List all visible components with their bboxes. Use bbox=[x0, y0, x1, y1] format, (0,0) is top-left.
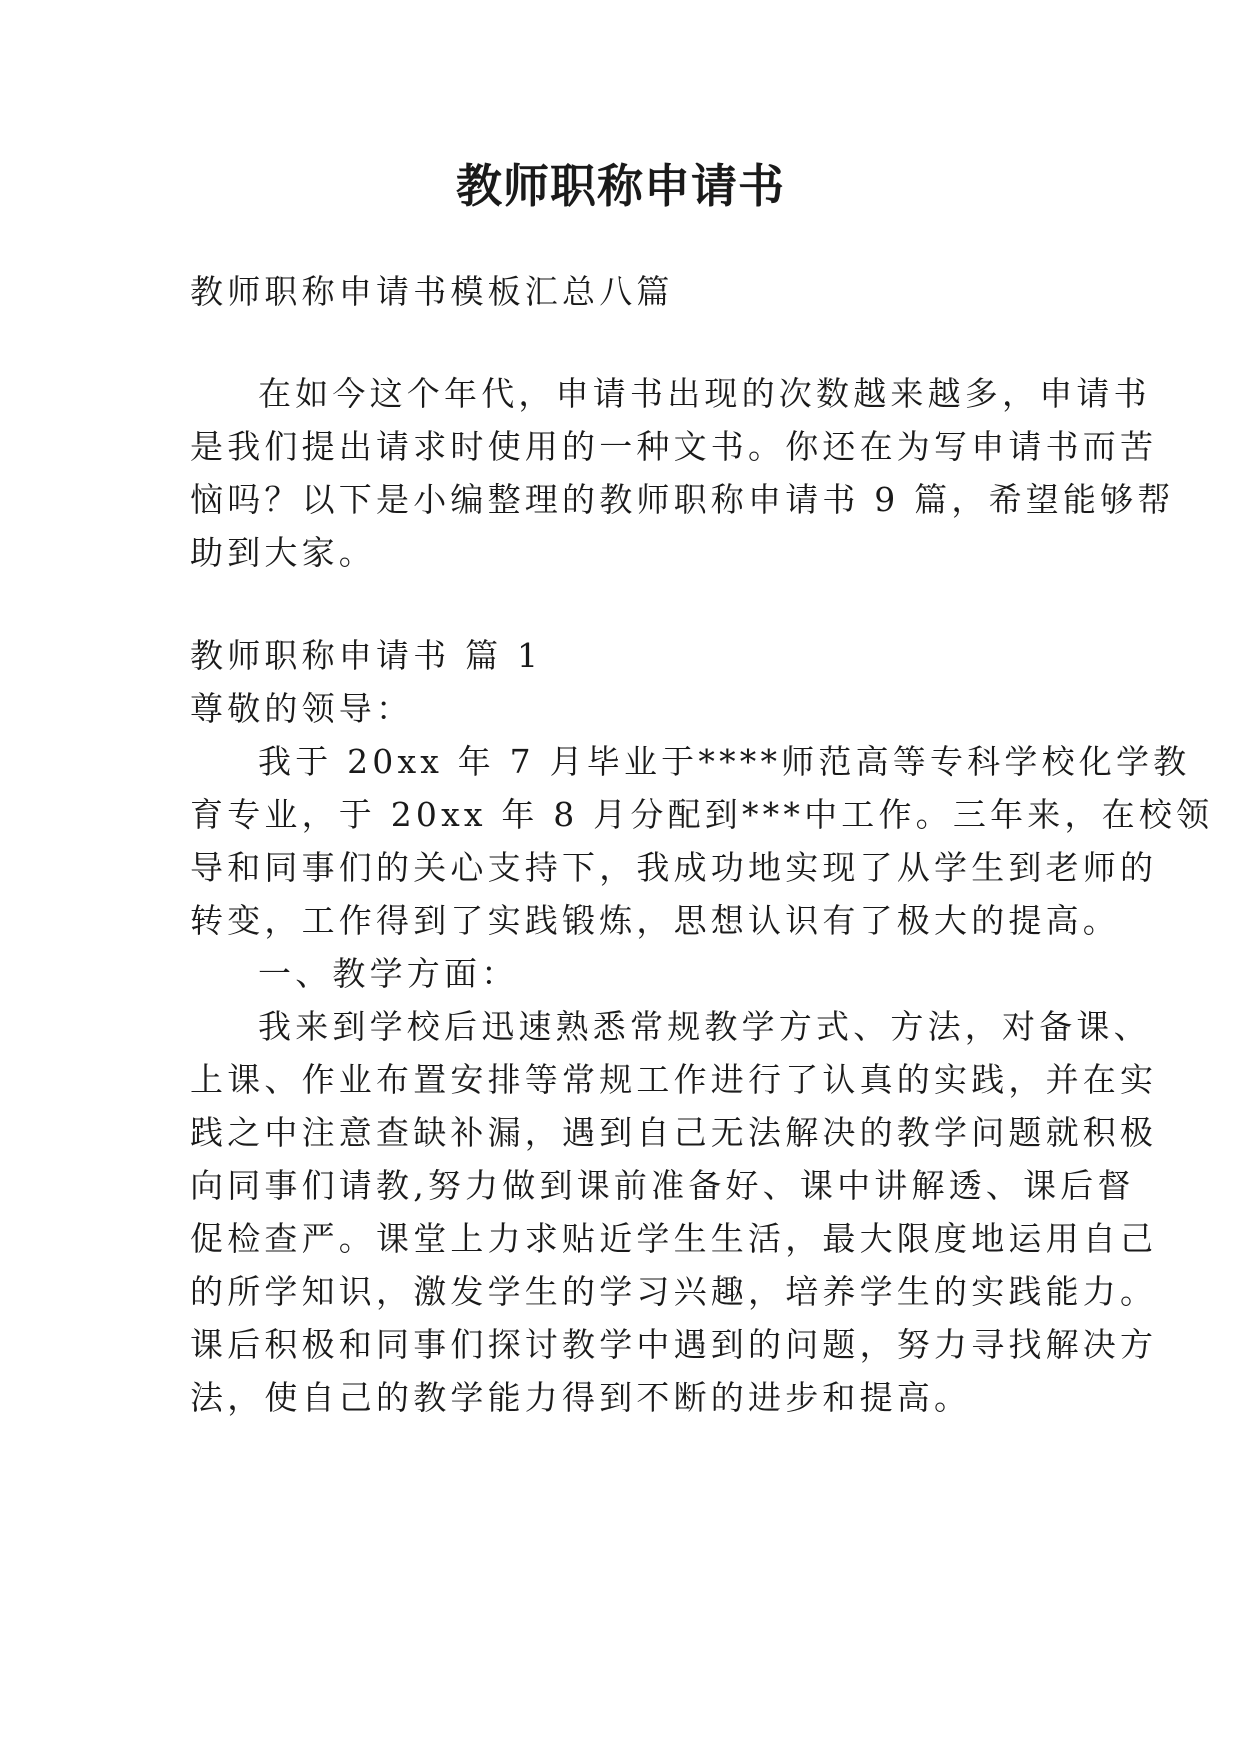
intro-line: 在如今这个年代，申请书出现的次数越来越多，申请书 bbox=[258, 374, 1151, 413]
paragraph-line: 转变，工作得到了实践锻炼，思想认识有了极大的提高。 bbox=[190, 901, 1120, 940]
document-title: 教师职称申请书 bbox=[456, 159, 785, 213]
paragraph-line: 课后积极和同事们探讨教学中遇到的问题，努力寻找解决方 bbox=[190, 1325, 1158, 1364]
salutation: 尊敬的领导： bbox=[190, 689, 414, 728]
document-subtitle: 教师职称申请书模板汇总八篇 bbox=[190, 272, 674, 311]
paragraph-line: 我来到学校后迅速熟悉常规教学方式、方法，对备课、 bbox=[258, 1007, 1151, 1046]
intro-line: 助到大家。 bbox=[190, 533, 376, 572]
paragraph-line: 我于 20xx 年 7 月毕业于****师范高等专科学校化学教 bbox=[258, 742, 1191, 781]
paragraph-line: 向同事们请教,努力做到课前准备好、课中讲解透、课后督 bbox=[190, 1166, 1135, 1205]
section-heading: 教师职称申请书 篇 1 bbox=[190, 636, 543, 675]
paragraph-line: 导和同事们的关心支持下，我成功地实现了从学生到老师的 bbox=[190, 848, 1158, 887]
paragraph-line: 法，使自己的教学能力得到不断的进步和提高。 bbox=[190, 1378, 972, 1417]
paragraph-line: 践之中注意查缺补漏，遇到自己无法解决的教学问题就积极 bbox=[190, 1113, 1158, 1152]
paragraph-line: 育专业，于 20xx 年 8 月分配到***中工作。三年来，在校领 bbox=[190, 795, 1214, 834]
paragraph-line: 上课、作业布置安排等常规工作进行了认真的实践，并在实 bbox=[190, 1060, 1158, 1099]
intro-line: 是我们提出请求时使用的一种文书。你还在为写申请书而苦 bbox=[190, 427, 1158, 466]
paragraph-line: 促检查严。课堂上力求贴近学生生活，最大限度地运用自己 bbox=[190, 1219, 1158, 1258]
paragraph-line: 的所学知识，激发学生的学习兴趣，培养学生的实践能力。 bbox=[190, 1272, 1158, 1311]
intro-line: 恼吗？以下是小编整理的教师职称申请书 9 篇，希望能够帮 bbox=[190, 480, 1175, 519]
subheading: 一、教学方面： bbox=[258, 954, 519, 993]
